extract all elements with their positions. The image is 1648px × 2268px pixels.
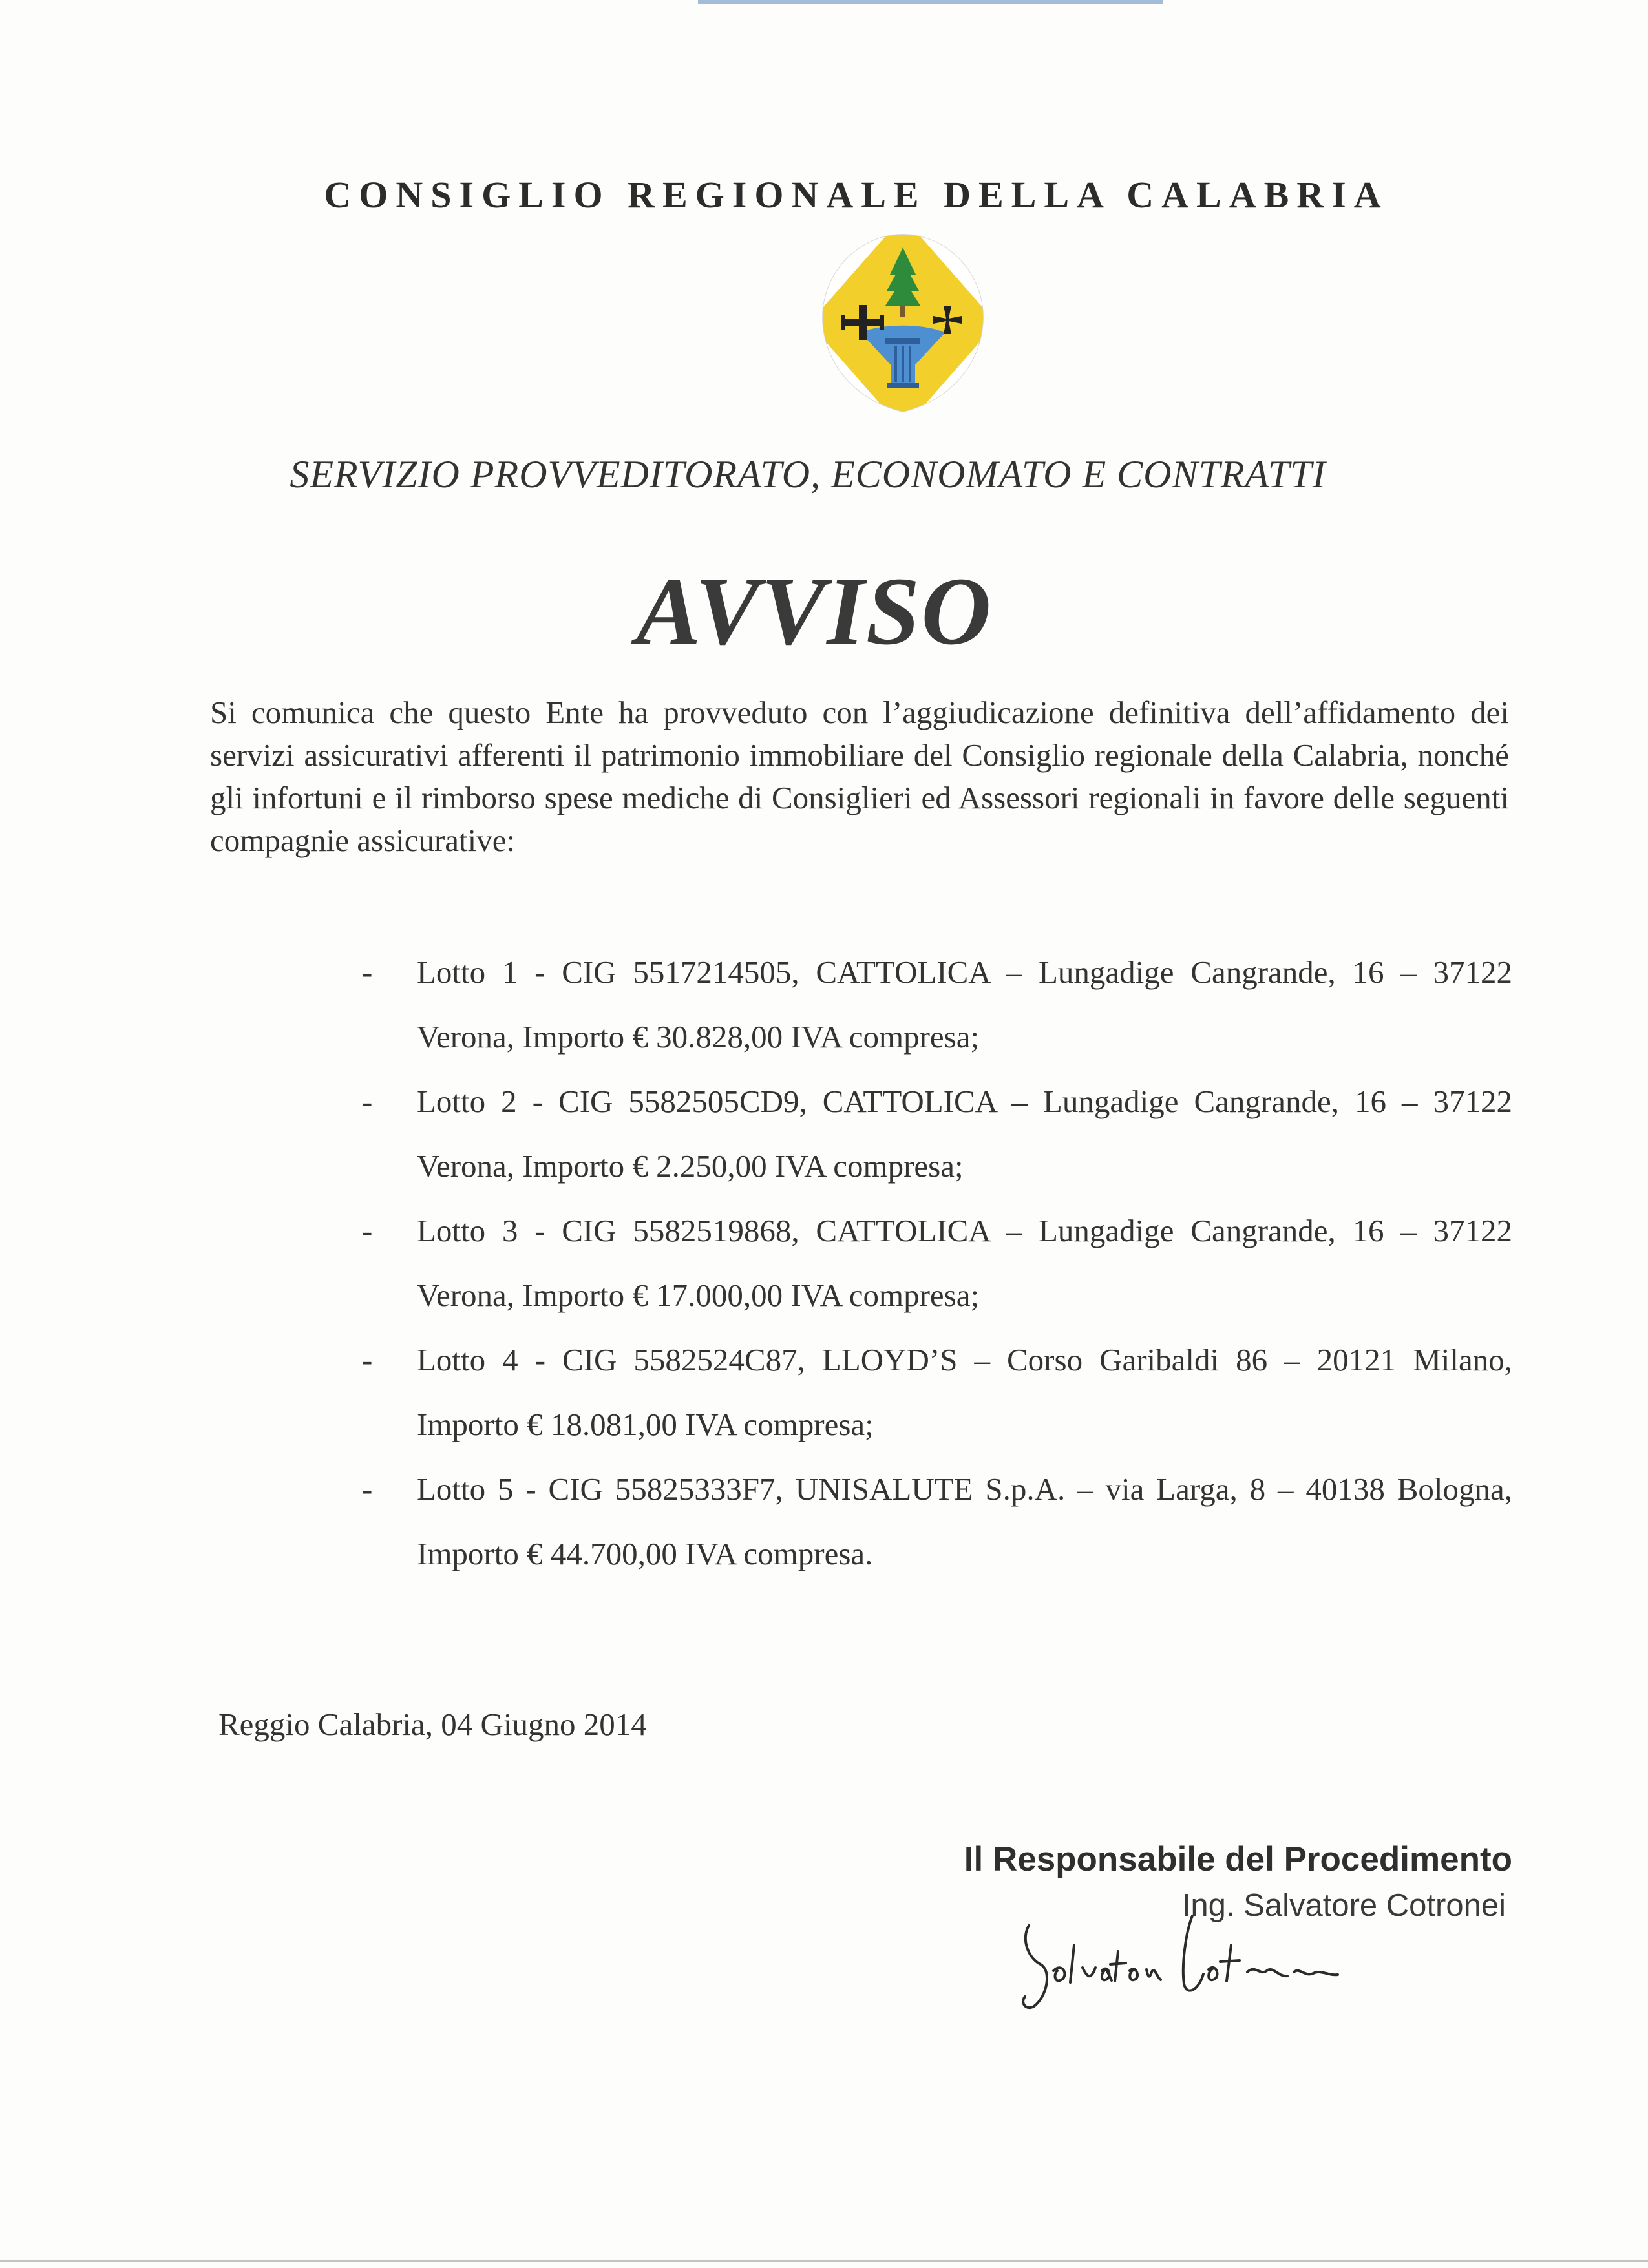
lot-item: - Lotto 5 - CIG 55825333F7, UNISALUTE S.p.A. – via Larga, 8 – 40138 Bologna, Importo € 44.700,00 IVA compresa. xyxy=(362,1457,1512,1586)
scan-edge-line xyxy=(698,0,1163,4)
column-icon xyxy=(885,338,920,388)
service-heading: SERVIZIO PROVVEDITORATO, ECONOMATO E CONTRATTI xyxy=(290,453,1326,496)
lot-item: - Lotto 2 - CIG 5582505CD9, CATTOLICA – Lungadige Cangrande, 16 – 37122 Verona, Importo € 2.250,00 IVA compresa; xyxy=(362,1069,1512,1199)
lots-list xyxy=(362,940,1512,1586)
signatory-role: Il Responsabile del Procedimento xyxy=(964,1840,1512,1878)
handwritten-signature xyxy=(1015,1900,1389,2029)
notice-title: AVVISO xyxy=(636,558,993,665)
lot-item: - Lotto 1 - CIG 5517214505, CATTOLICA – Lungadige Cangrande, 16 – 37122 Verona, Importo € 30.828,00 IVA compresa; xyxy=(362,940,1512,1069)
signatory-name: Ing. Salvatore Cotronei xyxy=(1181,1888,1506,1923)
lot-item: - Lotto 4 - CIG 5582524C87, LLOYD’S – Corso Garibaldi 86 – 20121 Milano, Importo € 18.081,00 IVA compresa; xyxy=(362,1328,1512,1457)
place-date: Reggio Calabria, 04 Giugno 2014 xyxy=(218,1706,647,1742)
intro-paragraph: Si comunica che questo Ente ha provveduto con l’aggiudicazione definitiva dell’affidamento dei servizi assicurativi afferenti il patrimonio immobiliare del Consiglio regionale della Calabria, nonché gli infortuni e il rimborso spese mediche di Consiglieri ed Assessori regionali in favore delle seguenti compagnie assicurative: xyxy=(210,695,1509,858)
regional-coat-of-arms-icon xyxy=(816,229,990,417)
lot-item: - Lotto 3 - CIG 5582519868, CATTOLICA – Lungadige Cangrande, 16 – 37122 Verona, Importo € 17.000,00 IVA compresa; xyxy=(362,1199,1512,1328)
institution-name: CONSIGLIO REGIONALE DELLA CALABRIA xyxy=(324,174,1389,216)
scan-edge-line xyxy=(0,2260,1648,2262)
